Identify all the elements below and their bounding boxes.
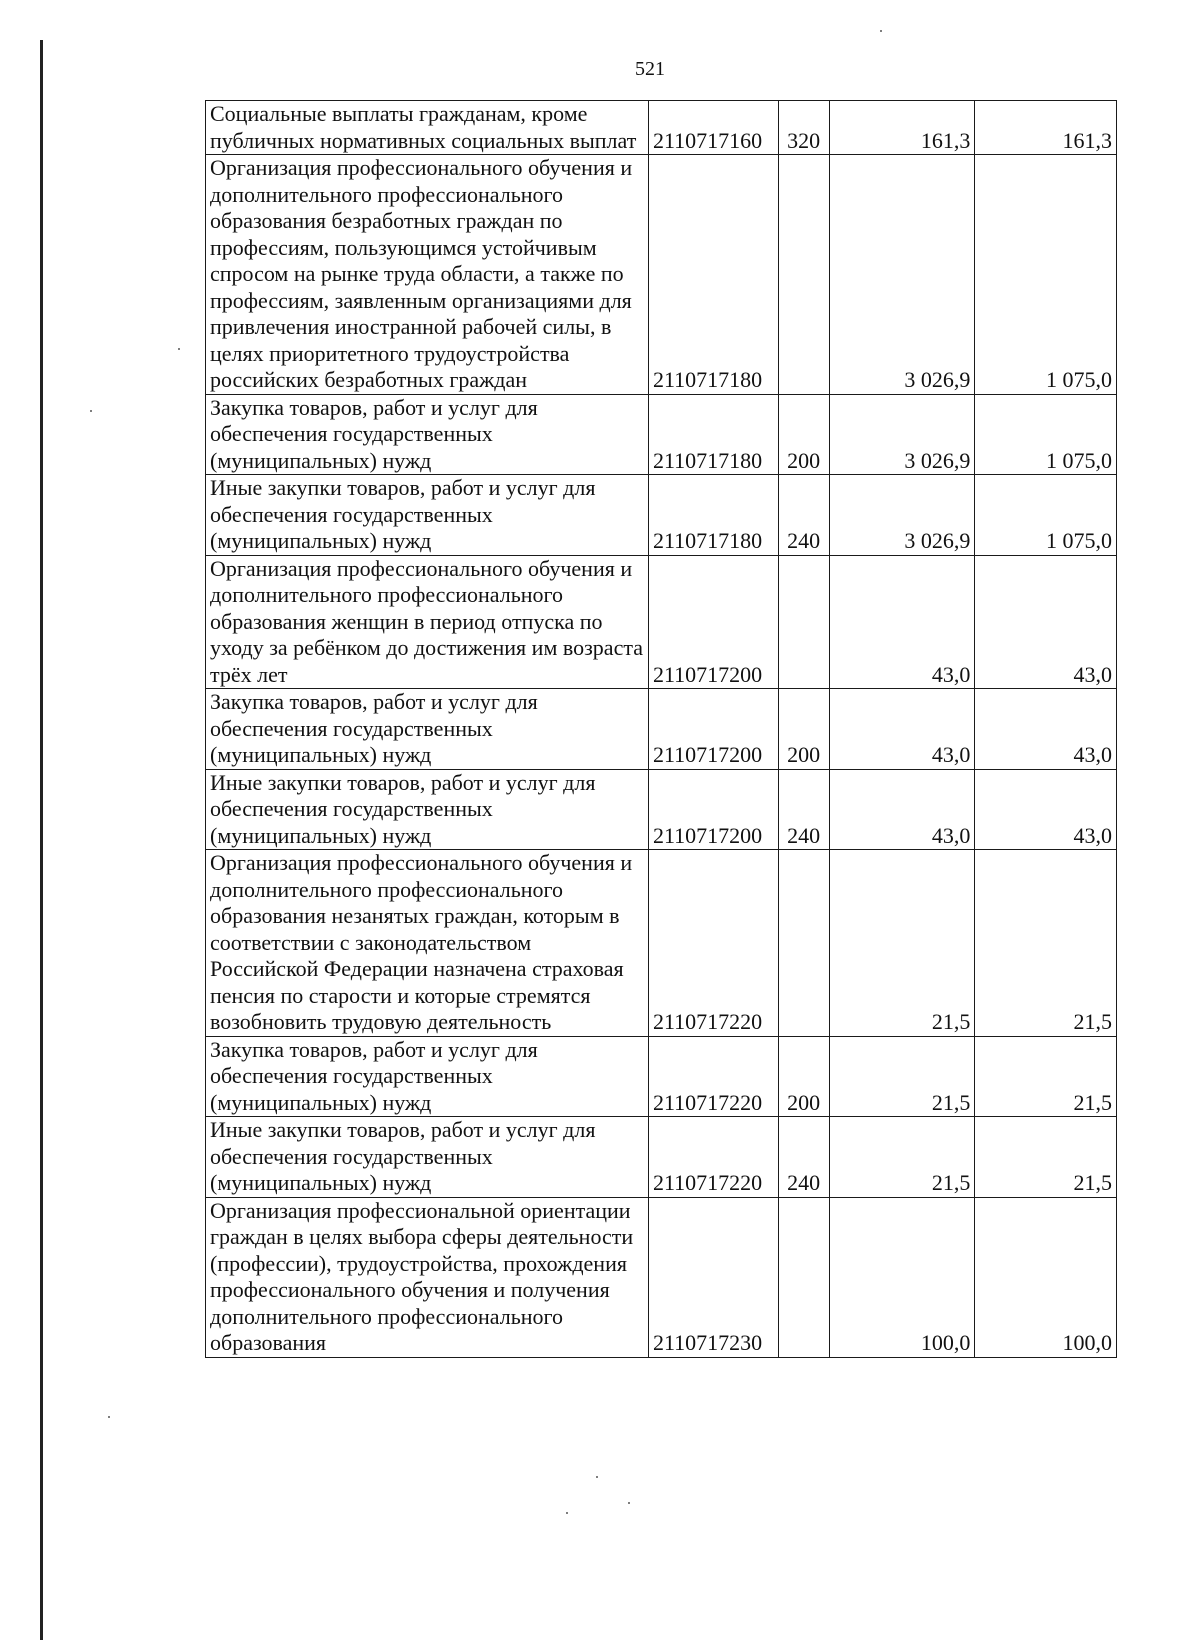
scan-speck	[880, 30, 882, 32]
row-code: 2110717200	[648, 769, 778, 850]
row-type: 200	[778, 394, 829, 475]
row-value-1: 21,5	[829, 1117, 975, 1198]
row-code: 2110717220	[648, 1117, 778, 1198]
table-row	[206, 555, 1117, 689]
row-value-2: 1 075,0	[975, 155, 1117, 395]
table-body	[206, 101, 1117, 1358]
row-value-2: 161,3	[975, 101, 1117, 155]
row-code: 2110717160	[648, 101, 778, 155]
table-row	[206, 850, 1117, 1037]
row-type: 200	[778, 689, 829, 770]
row-name: Организация профессиональной ориентации граждан в целях выбора сферы деятельности (профессии), трудоустройства, прохождения профессионального обучения и получения дополнительного профессионального образования	[206, 1197, 649, 1357]
table-row	[206, 394, 1117, 475]
row-type	[778, 1197, 829, 1357]
row-value-1: 43,0	[829, 689, 975, 770]
scan-speck	[90, 410, 92, 412]
budget-table	[205, 100, 1117, 1358]
row-code: 2110717220	[648, 1036, 778, 1117]
table-row	[206, 155, 1117, 395]
table-row	[206, 101, 1117, 155]
row-value-1: 100,0	[829, 1197, 975, 1357]
binding-edge-line	[40, 40, 43, 1640]
row-name: Закупка товаров, работ и услуг для обеспечения государственных (муниципальных) нужд	[206, 394, 649, 475]
row-code: 2110717180	[648, 155, 778, 395]
row-value-1: 3 026,9	[829, 155, 975, 395]
scan-speck	[596, 1476, 598, 1478]
row-name: Социальные выплаты гражданам, кроме публичных нормативных социальных выплат	[206, 101, 649, 155]
row-code: 2110717200	[648, 689, 778, 770]
page-number: 521	[635, 58, 665, 80]
row-value-2: 43,0	[975, 689, 1117, 770]
row-value-1: 3 026,9	[829, 394, 975, 475]
row-name: Закупка товаров, работ и услуг для обеспечения государственных (муниципальных) нужд	[206, 689, 649, 770]
row-name: Иные закупки товаров, работ и услуг для обеспечения государственных (муниципальных) нужд	[206, 769, 649, 850]
row-type: 240	[778, 769, 829, 850]
row-code: 2110717220	[648, 850, 778, 1037]
row-value-1: 161,3	[829, 101, 975, 155]
row-name: Иные закупки товаров, работ и услуг для обеспечения государственных (муниципальных) нужд	[206, 1117, 649, 1198]
row-value-1: 21,5	[829, 850, 975, 1037]
row-code: 2110717200	[648, 555, 778, 689]
row-value-2: 100,0	[975, 1197, 1117, 1357]
row-code: 2110717180	[648, 394, 778, 475]
row-value-2: 1 075,0	[975, 394, 1117, 475]
row-value-1: 43,0	[829, 555, 975, 689]
row-value-2: 21,5	[975, 1117, 1117, 1198]
row-type: 200	[778, 1036, 829, 1117]
table-row	[206, 1036, 1117, 1117]
row-type: 320	[778, 101, 829, 155]
row-value-2: 21,5	[975, 1036, 1117, 1117]
scan-speck	[628, 1502, 630, 1504]
scan-speck	[108, 1416, 110, 1418]
row-code: 2110717230	[648, 1197, 778, 1357]
row-type: 240	[778, 475, 829, 556]
scan-speck	[178, 348, 180, 350]
row-value-2: 43,0	[975, 555, 1117, 689]
row-name: Организация профессионального обучения и дополнительного профессионального образования безработных граждан по профессиям, пользующимся устойчивым спросом на рынке труда области, а также по профессиям, заявленным организациями для привлечения иностранной рабочей силы, в целях приоритетного трудоустройства российских безработных граждан	[206, 155, 649, 395]
table-row	[206, 689, 1117, 770]
table-row	[206, 769, 1117, 850]
row-type: 240	[778, 1117, 829, 1198]
row-value-2: 21,5	[975, 850, 1117, 1037]
row-name: Закупка товаров, работ и услуг для обеспечения государственных (муниципальных) нужд	[206, 1036, 649, 1117]
scan-speck	[566, 1512, 568, 1514]
row-code: 2110717180	[648, 475, 778, 556]
row-name: Организация профессионального обучения и дополнительного профессионального образования незанятых граждан, которым в соответствии с законодательством Российской Федерации назначена страховая пенсия по старости и которые стремятся возобновить трудовую деятельность	[206, 850, 649, 1037]
row-type	[778, 850, 829, 1037]
table-row	[206, 1117, 1117, 1198]
row-name: Иные закупки товаров, работ и услуг для обеспечения государственных (муниципальных) нужд	[206, 475, 649, 556]
table-row	[206, 475, 1117, 556]
row-value-2: 43,0	[975, 769, 1117, 850]
row-name: Организация профессионального обучения и дополнительного профессионального образования женщин в период отпуска по уходу за ребёнком до достижения им возраста трёх лет	[206, 555, 649, 689]
row-value-1: 21,5	[829, 1036, 975, 1117]
row-value-2: 1 075,0	[975, 475, 1117, 556]
table-row	[206, 1197, 1117, 1357]
row-type	[778, 155, 829, 395]
row-type	[778, 555, 829, 689]
row-value-1: 3 026,9	[829, 475, 975, 556]
row-value-1: 43,0	[829, 769, 975, 850]
